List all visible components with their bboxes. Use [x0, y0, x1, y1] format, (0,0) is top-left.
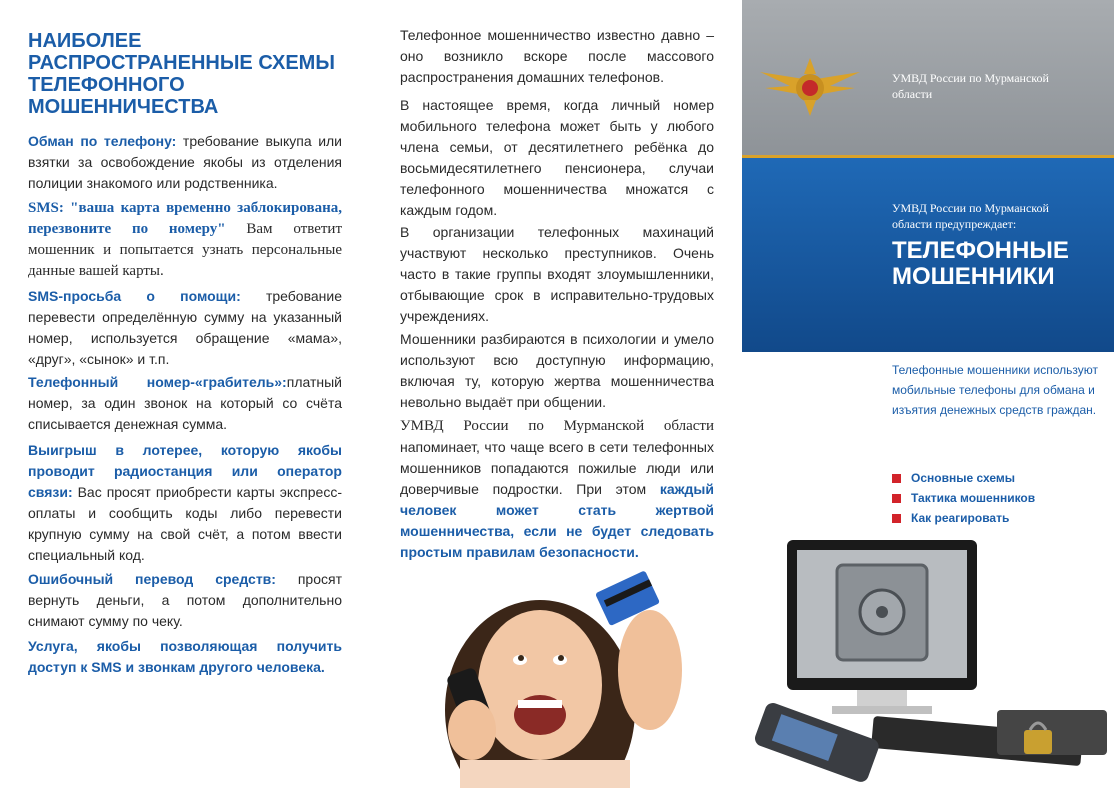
scheme-text: просят вернуть деньги, а потом дополнительно снимают сумму по чеку.	[28, 571, 342, 629]
mvd-emblem-icon	[760, 50, 860, 120]
scheme-item	[28, 198, 342, 282]
header-band	[742, 0, 1114, 155]
topic-main-schemes[interactable]	[892, 468, 1035, 488]
org-label: УМВД России по Мурманской области	[892, 71, 1049, 101]
scheme-lead: Телефонный номер-«грабитель»:	[28, 374, 287, 390]
scheme-item	[28, 440, 342, 566]
topic-fraud-tactics[interactable]	[892, 488, 1035, 508]
scheme-lead: Выигрыш в лотерее, которую якобы проводит радиостанция или оператор связи:	[28, 442, 342, 500]
title-band	[742, 158, 1114, 352]
org-name: УМВД России по Мурманской области	[400, 418, 714, 434]
scheme-lead: Обман по телефону:	[28, 133, 177, 149]
red-square-icon	[892, 474, 901, 483]
present-paragraph: В настоящее время, когда личный номер мобильного телефона может быть у любого члена семьи, от десятилетнего ребёнка до восьмидесятилетнего пенсионера, случаи телефонного мошенничества множатся с каждым годом.	[400, 97, 714, 218]
warning-line: УМВД России по Мурманской области предупреждает:	[892, 201, 1049, 231]
organization-paragraph: В организации телефонных махинаций участвуют несколько преступников. Очень часто в такие группы входят злоумышленники, отбывающие срок в исправительно-трудовых учреждениях.	[400, 224, 714, 324]
topic-label: Как реагировать	[911, 511, 1010, 525]
reminder-text: напоминает, что чаще всего в сети телефонных мошенников попадаются пожилые люди или доверчивые подростки. При этом	[400, 439, 714, 497]
scheme-item	[28, 286, 342, 370]
scheme-item	[28, 569, 342, 632]
scheme-lead: SMS-просьба о помощи:	[28, 288, 241, 304]
scheme-item	[28, 636, 342, 678]
scheme-text: требование перевести определённую сумму на указанный номер, используется обращение «мама», «друг», «сынок» и т.п.	[28, 288, 342, 367]
scheme-text: Вас просят приобрести карты экспресс-оплаты и сообщить коды либо перевести крупную сумму на свой счёт, а потом ввести специальный код.	[28, 484, 342, 563]
scheme-text: платный номер, за один звонок на который со счёта списывается денежная сумма.	[28, 374, 342, 432]
scheme-text: требование выкупа или взятки за освобождение якобы из отделения полиции знакомого или родственника.	[28, 133, 343, 191]
history-paragraph: Телефонное мошенничество известно давно – оно возникло вскоре после массового распространения домашних телефонов.	[400, 27, 714, 85]
topic-label: Основные схемы	[911, 471, 1015, 485]
schemes-title: НАИБОЛЕЕ РАСПРОСТРАНЕННЫЕ СХЕМЫ ТЕЛЕФОННОГО МОШЕННИЧЕСТВА	[28, 30, 335, 118]
scheme-item	[28, 131, 342, 194]
psychology-paragraph: Мошенники разбираются в психологии и умело используют всю доступную информацию, включая ту, которую жертва мошенничества невольно выдаёт при общении.	[400, 331, 714, 410]
scheme-lead: SMS: "ваша карта временно заблокирована, перезвоните по номеру"	[28, 200, 342, 237]
brochure-title: ТЕЛЕФОННЫЕ МОШЕННИКИ	[892, 237, 1069, 290]
scheme-lead: Услуга, якобы позволяющая получить доступ к SMS и звонкам другого человека.	[28, 638, 342, 675]
intro-text: Телефонные мошенники используют мобильные телефоны для обмана и изъятия денежных средств граждан.	[892, 363, 1098, 417]
red-square-icon	[892, 494, 901, 503]
girl-phone-illustration	[400, 560, 730, 788]
topic-label: Тактика мошенников	[911, 491, 1036, 505]
topic-how-to-react[interactable]	[892, 508, 1035, 528]
scheme-lead: Ошибочный перевод средств:	[28, 571, 276, 587]
reminder-paragraph	[400, 415, 714, 563]
red-square-icon	[892, 514, 901, 523]
scheme-item	[28, 372, 342, 435]
topics-list	[892, 468, 1035, 528]
safety-highlight: каждый человек может стать жертвой мошенничества, если не будет следовать простым правилам безопасности.	[400, 481, 714, 560]
scheme-text: Вам ответит мошенник и попытается узнать персональные данные вашей карты.	[28, 221, 342, 279]
computer-safe-illustration	[752, 530, 1114, 788]
